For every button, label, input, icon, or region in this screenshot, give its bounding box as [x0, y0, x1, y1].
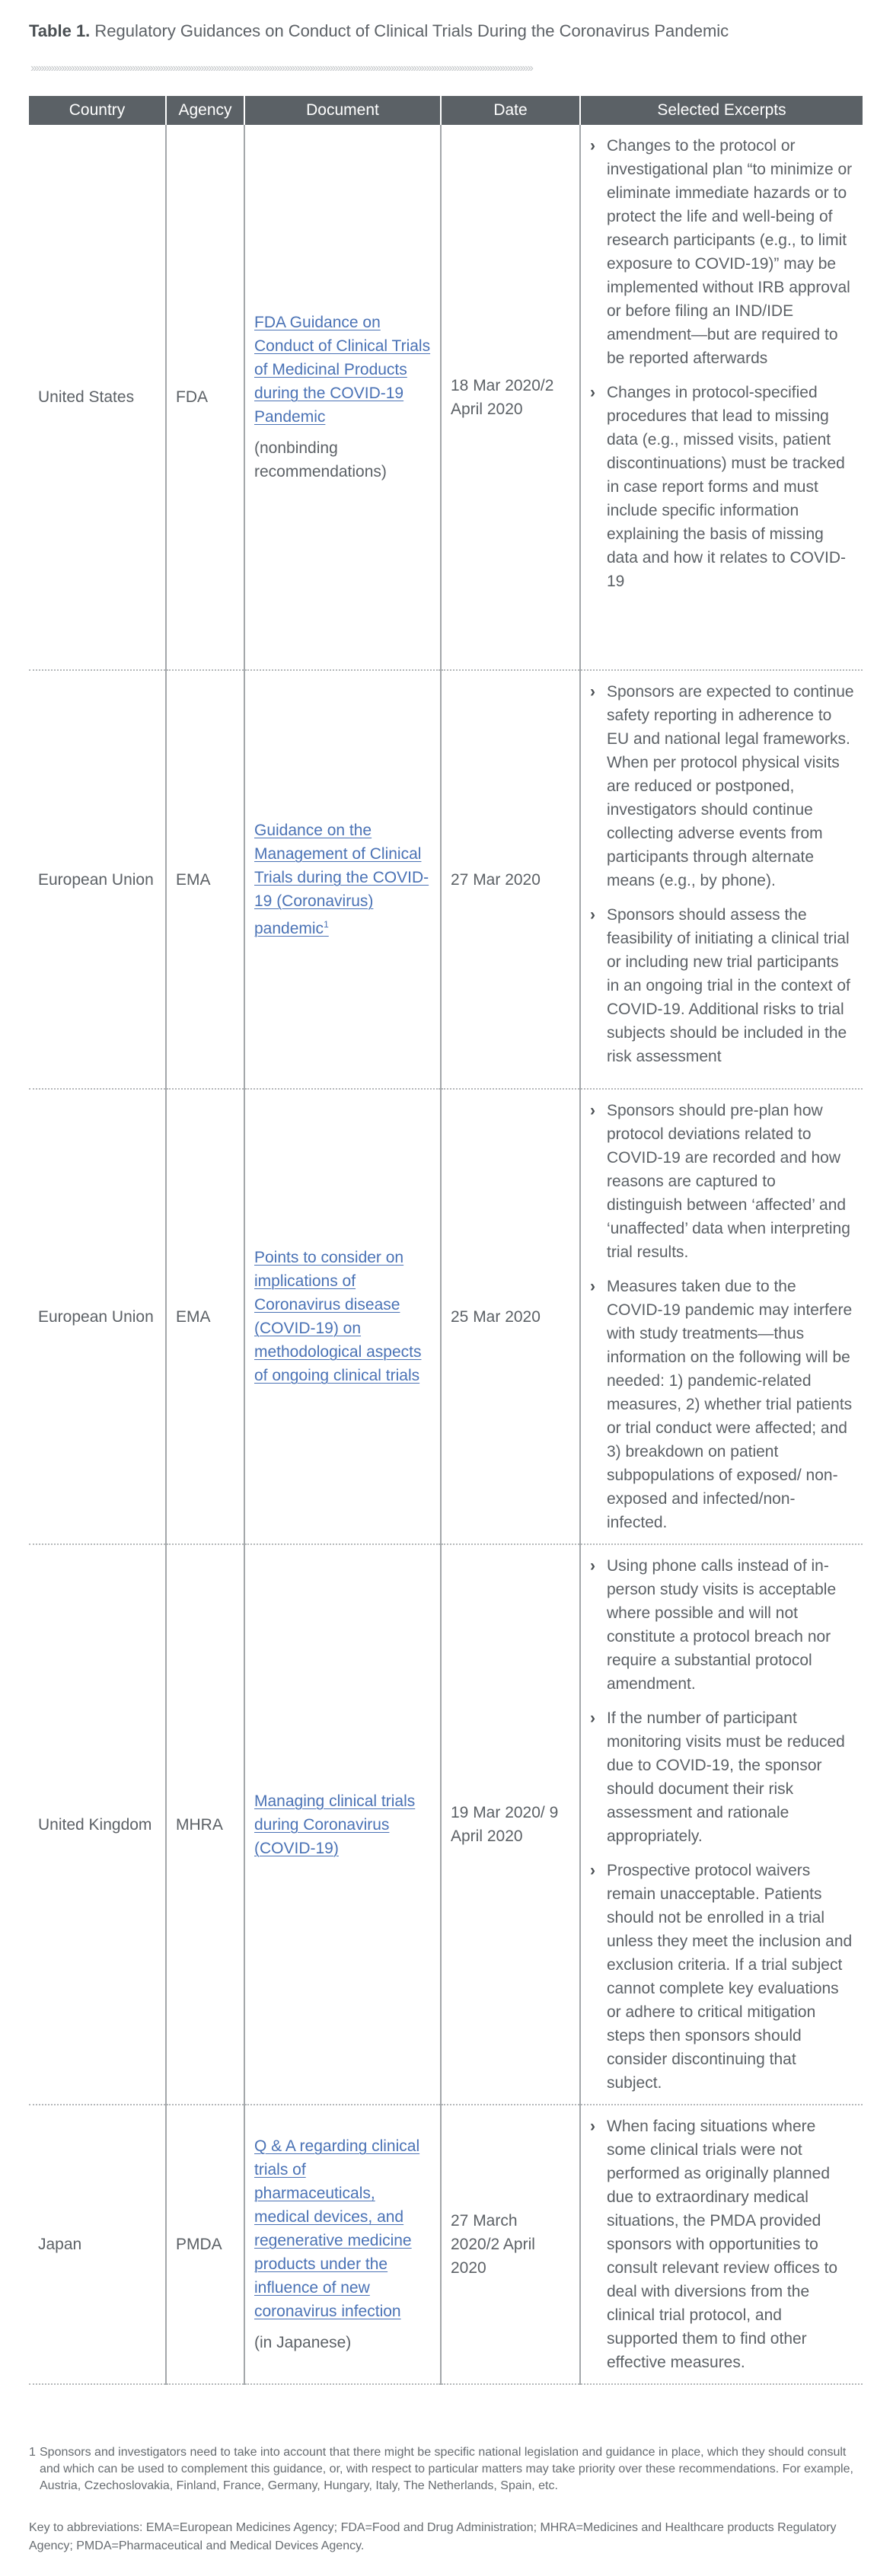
excerpt-text: Using phone calls instead of in-person study visits is acceptable where possible and will not constitute a protocol breach nor require a substantial protocol amendment. — [607, 1557, 837, 1693]
table-body — [29, 125, 863, 2384]
excerpt-text: Prospective protocol waivers remain unacceptable. Patients should not be enrolled in a trial unless they meet the inclusion and exclusion criteria. If a trial subject cannot complete key evaluations or adhere to critical mitigation steps then sponsors should consider discontinuing that subject. — [607, 1862, 853, 2092]
excerpts-cell — [580, 670, 863, 1089]
agency-cell: EMA — [166, 1089, 244, 1544]
agency-cell: EMA — [166, 670, 244, 1089]
table-row — [29, 2105, 863, 2384]
excerpts-cell — [580, 1544, 863, 2105]
caption-title: Regulatory Guidances on Conduct of Clinical Trials During the Coronavirus Pandemic — [94, 21, 729, 40]
document-link[interactable] — [254, 1789, 431, 1860]
date-cell: 19 Mar 2020/ 9 April 2020 — [441, 1544, 580, 2105]
document-link[interactable] — [254, 311, 431, 429]
excerpts-cell — [580, 125, 863, 670]
chevron-right-icon: › — [590, 1102, 595, 1119]
table-row — [29, 1544, 863, 2105]
chevron-right-icon: › — [590, 2118, 595, 2135]
table-row — [29, 125, 863, 670]
excerpt-text: Measures taken due to the COVID-19 pandemic may interfere with study treatments—thus information on the following will be needed: 1) pandemic-related measures, 2) whether trial patients or trial conduct were affected; and 3) breakdown on patient subpopulations of exposed/ non-exposed and infected/non-infected. — [607, 1278, 853, 1531]
caption-label: Table 1. — [29, 21, 91, 40]
excerpt-item — [590, 1554, 855, 1696]
document-title: Q & A regarding clinical trials of pharmaceuticals, medical devices, and regenerative medicine products under the influence of new coronavirus infection — [254, 2137, 420, 2320]
excerpt-text: Sponsors should assess the feasibility of initiating a clinical trial or including new trial participants in an ongoing trial in the context of COVID-19. Additional risks to trial subjects should be included in the risk assessment — [607, 906, 850, 1065]
footnote — [29, 2444, 866, 2495]
excerpts-cell — [580, 1089, 863, 1544]
footnote-number: 1 — [29, 2446, 36, 2459]
country-cell: European Union — [29, 1089, 166, 1544]
footnote-ref[interactable]: 1 — [324, 919, 329, 930]
table-header-row — [29, 96, 863, 125]
document-link[interactable] — [254, 2134, 431, 2323]
chevron-right-icon: › — [590, 384, 595, 401]
document-link[interactable] — [254, 819, 431, 940]
document-title: Points to consider on implications of Coronavirus disease (COVID-19) on methodological aspects of ongoing clinical trials — [254, 1249, 422, 1384]
excerpt-item — [590, 1275, 855, 1534]
date-cell: 27 Mar 2020 — [441, 670, 580, 1089]
country-cell: United Kingdom — [29, 1544, 166, 2105]
date-cell: 25 Mar 2020 — [441, 1089, 580, 1544]
document-note: (in Japanese) — [254, 2334, 352, 2351]
footnote-text: Sponsors and investigators need to take into account that there might be specific national legislation and guidance in place, which they should consult and which can be used to complement this guidance, or, with respect to particular matters may take priority over these recommendations. For example, Austria, Czechoslovakia, Finland, France, Germany, Hungary, Italy, The Netherlands, Spain, etc. — [40, 2446, 853, 2492]
excerpt-text: Changes to the protocol or investigational plan “to minimize or eliminate immediate hazards or to protect the life and well-being of research participants (e.g., to limit exposure to COVID-19)” may be implemented without IRB approval or before filing an IND/IDE amendment—but are required to be reported afterwards — [607, 137, 853, 367]
header-agency: Agency — [166, 96, 244, 125]
document-cell — [244, 670, 441, 1089]
chevron-right-icon: › — [590, 683, 595, 701]
chevron-right-icon: › — [590, 906, 595, 924]
chevron-divider: ›››››››››››››››››››››››››››››››››››››››››››››››››››››››››››››››››››››››››››››››››››››››››››››››››››››››››››››››››››››››››››››››››››››››››››››››››››››››››››››››››››››››››››››››››››››››››››››››››››››› — [30, 62, 532, 75]
excerpts-cell — [580, 2105, 863, 2384]
date-cell: 27 March 2020/2 April 2020 — [441, 2105, 580, 2384]
country-cell: United States — [29, 125, 166, 670]
header-selected-excerpts: Selected Excerpts — [580, 96, 863, 125]
date-cell: 18 Mar 2020/2 April 2020 — [441, 125, 580, 670]
chevron-right-icon: › — [590, 1709, 595, 1727]
agency-cell: PMDA — [166, 2105, 244, 2384]
excerpt-item — [590, 903, 855, 1068]
excerpt-item — [590, 134, 855, 370]
excerpt-item — [590, 680, 855, 892]
document-cell — [244, 1544, 441, 2105]
regulatory-guidance-table — [29, 96, 863, 2385]
excerpt-item — [590, 381, 855, 593]
document-cell — [244, 2105, 441, 2384]
excerpt-item — [590, 1706, 855, 1848]
excerpt-text: Changes in protocol-specified procedures that lead to missing data (e.g., missed visits, patient discontinuations) must be tracked in case report forms and must include specific information explaining the basis of missing data and how it relates to COVID-19 — [607, 384, 846, 590]
excerpt-text: Sponsors should pre-plan how protocol deviations related to COVID-19 are recorded and how reasons are captured to distinguish between ‘affected’ and ‘unaffected’ data when interpreting trial results. — [607, 1102, 850, 1261]
document-cell — [244, 125, 441, 670]
table-row — [29, 670, 863, 1089]
header-date: Date — [441, 96, 580, 125]
excerpt-text: When facing situations where some clinical trials were not performed as originally planned due to extraordinary medical situations, the PMDA provided sponsors with opportunities to consult relevant review offices to deal with diversions from the clinical trial protocol, and supported them to find other effective measures. — [607, 2118, 838, 2371]
excerpt-item — [590, 1099, 855, 1264]
document-note: (nonbinding recommendations) — [254, 439, 387, 480]
header-country: Country — [29, 96, 166, 125]
document-cell — [244, 1089, 441, 1544]
header-document: Document — [244, 96, 441, 125]
agency-cell: FDA — [166, 125, 244, 670]
document-title: FDA Guidance on Conduct of Clinical Trials of Medicinal Products during the COVID-19 Pandemic — [254, 314, 431, 426]
excerpt-item — [590, 2115, 855, 2374]
chevron-right-icon: › — [590, 1557, 595, 1575]
agency-cell: MHRA — [166, 1544, 244, 2105]
table-caption — [29, 21, 729, 41]
chevron-right-icon: › — [590, 137, 595, 155]
table-row — [29, 1089, 863, 1544]
document-link[interactable] — [254, 1246, 431, 1387]
excerpt-text: If the number of participant monitoring visits must be reduced due to COVID-19, the sponsor should document their risk assessment and rationale appropriately. — [607, 1709, 845, 1845]
country-cell: European Union — [29, 670, 166, 1089]
chevron-right-icon: › — [590, 1862, 595, 1879]
document-title: Guidance on the Management of Clinical Trials during the COVID-19 (Coronavirus) pandemic — [254, 822, 429, 937]
country-cell: Japan — [29, 2105, 166, 2384]
abbreviations-key: Key to abbreviations: EMA=European Medicines Agency; FDA=Food and Drug Administration; MHRA=Medicines and Healthcare products Regulatory Agency; PMDA=Pharmaceutical and Medical Devices Agency. — [29, 2521, 837, 2552]
chevron-right-icon: › — [590, 1278, 595, 1295]
excerpt-text: Sponsors are expected to continue safety reporting in adherence to EU and national legal frameworks. When per protocol physical visits are reduced or postponed, investigators should continue collecting adverse events from participants through alternate means (e.g., by phone). — [607, 683, 854, 889]
excerpt-item — [590, 1859, 855, 2095]
document-title: Managing clinical trials during Coronavirus (COVID-19) — [254, 1792, 416, 1857]
